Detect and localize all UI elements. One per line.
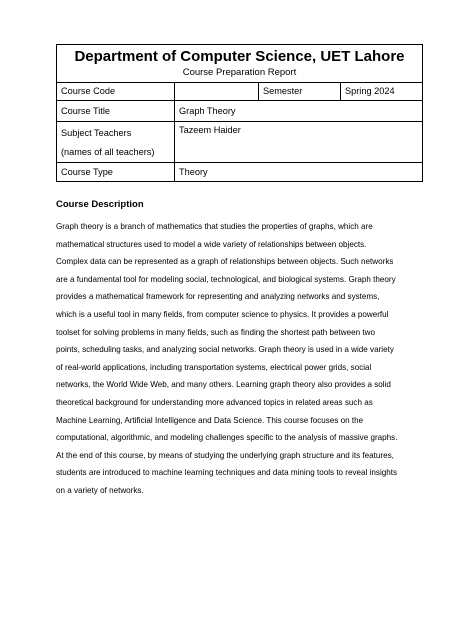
course-type-value: Theory [175,163,423,182]
table-row [57,101,423,122]
description-line: points, scheduling tasks, and analyzing social networks. Graph theory is used in a wide variety [56,345,394,355]
teachers-label-line1: Subject Teachers [61,128,132,138]
course-title-value: Graph Theory [175,101,423,122]
course-type-label: Course Type [57,163,175,182]
description-line: on a variety of networks. [56,485,144,495]
report-subtitle: Course Preparation Report [182,67,297,78]
description-line: students are introduced to machine learning techniques and data mining tools to reveal insights [56,468,398,478]
description-line: of real-world applications, including transportation systems, electrical power grids, social [56,362,372,372]
table-row [57,83,423,101]
course-title-label: Course Title [57,101,175,122]
description-line: Machine Learning, Artificial Intelligence and Data Science. This course focuses on the [56,415,364,425]
description-line: which is a useful tool in many fields, from computer science to physics. It provides a powerful [56,309,389,319]
description-line: Graph theory is a branch of mathematics that studies the properties of graphs, which are [56,222,373,231]
course-code-value [175,83,259,101]
description-line: computational, algorithmic, and modeling challenges specific to the analysis of massive graphs. [56,433,398,443]
description-line: theoretical background for understanding more advanced topics in related areas such as [56,397,373,407]
semester-label: Semester [259,83,341,101]
description-paragraph [56,218,428,500]
description-line: toolset for solving problems in many fields, such as finding the shortest path between two [56,327,375,337]
description-line: networks, the World Wide Web, and many others. Learning graph theory also provides a solid [56,380,391,390]
teachers-value: Tazeem Haider [175,122,423,163]
course-info-table [56,44,423,182]
description-heading: Course Description [56,199,144,210]
title-cell [57,45,423,83]
course-code-label: Course Code [57,83,175,101]
table-row [57,163,423,182]
teachers-label-line2: (names of all teachers) [61,147,155,157]
description-line: provides a mathematical framework for representing and analyzing networks and systems, [56,292,380,302]
semester-value: Spring 2024 [341,83,423,101]
description-line: Complex data can be represented as a graph of relationships between objects. Such networks [56,257,394,267]
table-row [57,122,423,163]
description-line: mathematical structures used to model a wide variety of relationships between objects. [56,239,367,249]
teachers-label [57,122,175,163]
description-line: At the end of this course, by means of studying the underlying graph structure and its features, [56,450,394,460]
description-line: are a fundamental tool for modeling social, technological, and biological systems. Graph theory [56,274,396,284]
department-title: Department of Computer Science, UET Lahore [74,48,405,65]
